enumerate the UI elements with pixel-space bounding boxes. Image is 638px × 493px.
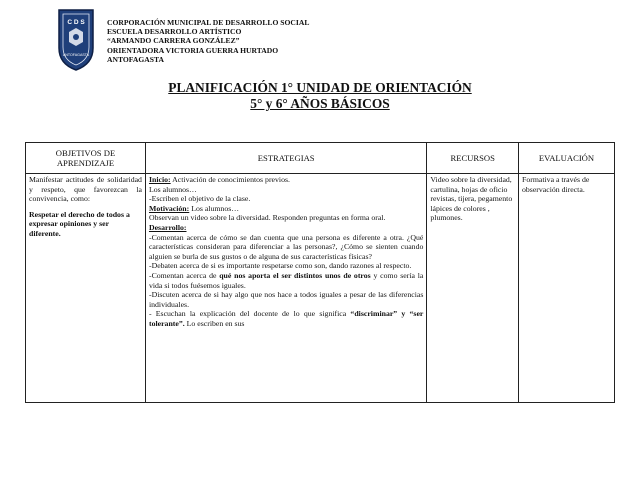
institution-line: ESCUELA DESARROLLO ARTÍSTICO	[107, 27, 242, 37]
institution-header	[107, 18, 309, 64]
estrategias-cell: Inicio: Activación de conocimientos previos. Los alumnos… -Escriben el objetivo de la clase. Motivación: Los alumnos… Observan un video sobre la diversidad. Responden preguntas en forma oral. Desarrollo: -Comentan acerca de cómo se dan cuenta que una persona es diferente a otra. ¿Qué características consideran para diferenciar a las personas?, ¿Cómo se sienten cuando alguien se burla de sus gustos o de alguna de sus características físicas? -Debaten acerca de si es importante respetarse como son, dando razones al respecto. -Comentan acerca de qué nos aporta el ser distintos unos de otros y como sería la vida si todos fuésemos iguales. -Discuten acerca de si hay algo que nos hace a todos iguales a pesar de las diferencias individuales. - Escuchan la explicación del docente de lo que significa “discriminar” y “ser tolerante”. Lo escriben en sus	[145, 174, 426, 403]
header-objetivos: OBJETIVOS DE APRENDIZAJE	[26, 143, 146, 174]
title-line-2: 5° y 6° AÑOS BÁSICOS	[250, 96, 390, 111]
motivacion-label: Motivación:	[148, 203, 190, 213]
table-header-row	[26, 143, 615, 174]
header-estrategias: ESTRATEGIAS	[145, 143, 426, 174]
school-crest-logo	[56, 8, 96, 72]
institution-line: “ARMANDO CARRERA GONZÁLEZ”	[107, 36, 240, 46]
title-line-1: PLANIFICACIÓN 1° UNIDAD DE ORIENTACIÓN	[168, 80, 472, 95]
objetivos-text: Manifestar actitudes de solidaridad y respeto, que favorezcan la convivencia, como:	[29, 175, 142, 204]
recursos-cell: Video sobre la diversidad, cartulina, hojas de oficio revistas, tijera, pegamento lápices de colores , plumones.	[427, 174, 519, 403]
institution-line: CORPORACIÓN MUNICIPAL DE DESARROLLO SOCIAL	[107, 18, 310, 27]
objetivos-bold-text: Respetar el derecho de todos a expresar opiniones y ser diferente.	[29, 209, 130, 238]
header-evaluacion: EVALUACIÓN	[518, 143, 614, 174]
objetivos-cell	[26, 174, 146, 403]
table-row	[26, 174, 615, 403]
institution-line: ANTOFAGASTA	[107, 54, 164, 64]
header-recursos: RECURSOS	[427, 143, 519, 174]
planning-table	[25, 142, 615, 403]
logo-bottom-text: ANTOFAGASTA	[62, 53, 90, 57]
institution-line: ORIENTADORA VICTORIA GUERRA HURTADO	[107, 45, 279, 55]
desarrollo-label: Desarrollo:	[148, 222, 187, 232]
inicio-label: Inicio:	[148, 175, 171, 184]
logo-top-text: C D S	[67, 19, 85, 26]
evaluacion-cell: Formativa a través de observación directa.	[518, 174, 614, 403]
document-title	[150, 80, 490, 112]
